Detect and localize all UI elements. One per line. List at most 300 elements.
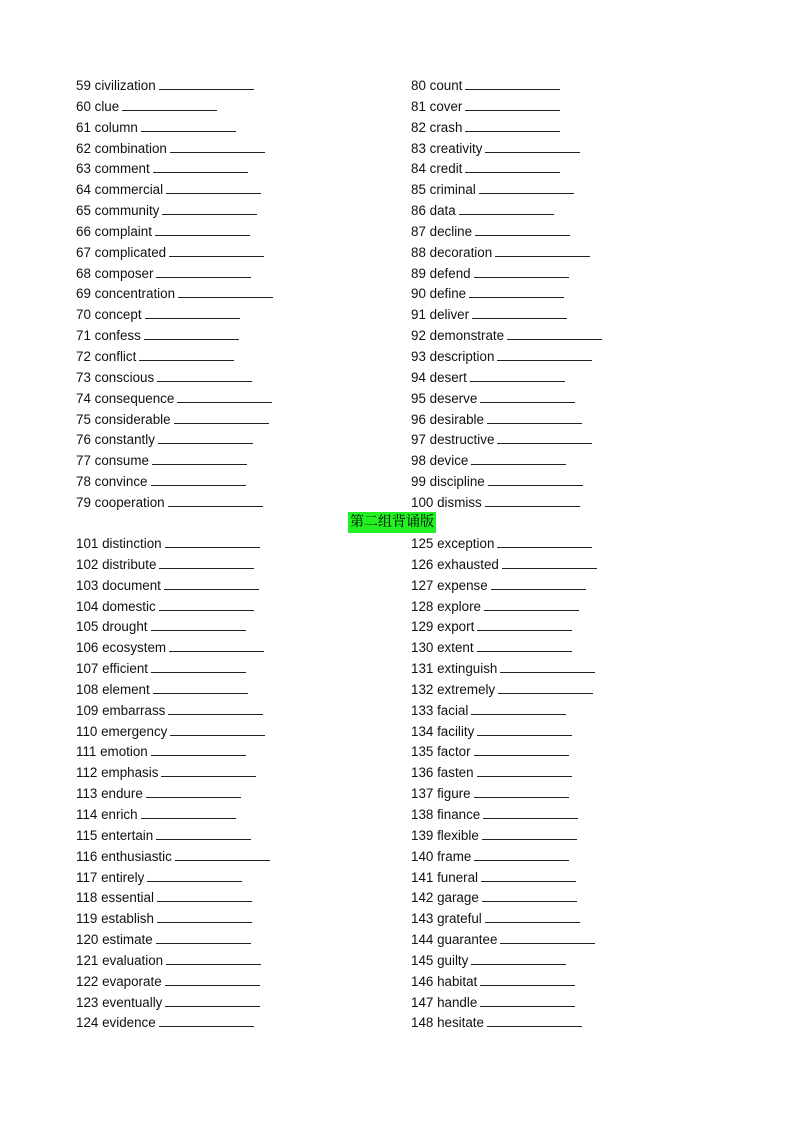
answer-blank[interactable] xyxy=(502,556,597,569)
vocab-word: conscious xyxy=(94,369,155,385)
answer-blank[interactable] xyxy=(497,348,592,361)
vocab-number: 102 xyxy=(76,556,99,572)
section-divider-label: 第二组背诵版 xyxy=(348,512,436,533)
vocab-word: distinction xyxy=(102,536,162,551)
vocab-column-left xyxy=(76,76,356,514)
vocab-item xyxy=(411,1013,691,1034)
vocab-number: 127 xyxy=(411,577,434,593)
answer-blank[interactable] xyxy=(470,369,565,382)
answer-blank[interactable] xyxy=(487,411,582,424)
answer-blank[interactable] xyxy=(497,535,592,548)
answer-blank[interactable] xyxy=(477,639,572,652)
vocab-item xyxy=(411,222,691,243)
vocab-word: deserve xyxy=(429,390,478,406)
vocab-word: distribute xyxy=(102,556,157,572)
vocab-word: crash xyxy=(429,119,463,135)
vocab-word: comment xyxy=(94,161,150,177)
vocab-number: 112 xyxy=(76,765,98,781)
answer-blank[interactable] xyxy=(500,931,595,944)
vocab-number: 134 xyxy=(411,723,434,739)
vocab-word: evidence xyxy=(102,1015,156,1031)
vocab-word: facial xyxy=(437,702,469,718)
vocab-item xyxy=(411,597,691,618)
vocab-item xyxy=(411,201,691,222)
vocab-word: evaporate xyxy=(102,973,162,989)
answer-blank[interactable] xyxy=(465,119,560,132)
answer-blank[interactable] xyxy=(156,827,251,840)
vocab-item xyxy=(76,972,356,993)
answer-blank[interactable] xyxy=(474,848,569,861)
answer-blank[interactable] xyxy=(161,764,256,777)
vocab-item xyxy=(76,763,356,784)
vocab-word: extent xyxy=(437,640,474,656)
vocab-word: combination xyxy=(94,140,167,156)
answer-blank[interactable] xyxy=(152,452,247,465)
answer-blank[interactable] xyxy=(497,431,592,444)
vocab-number: 120 xyxy=(76,932,99,948)
answer-blank[interactable] xyxy=(168,702,263,715)
vocab-number: 131 xyxy=(411,661,434,677)
vocab-number: 87 xyxy=(411,223,426,239)
vocab-number: 105 xyxy=(76,619,99,635)
vocab-item xyxy=(411,930,691,951)
answer-blank[interactable] xyxy=(485,910,580,923)
vocab-number: 79 xyxy=(76,494,91,510)
vocab-word: emphasis xyxy=(101,765,159,781)
vocab-word: confess xyxy=(94,328,141,344)
vocab-number: 126 xyxy=(411,556,434,572)
vocab-item xyxy=(76,847,356,868)
answer-blank[interactable] xyxy=(471,952,566,965)
vocab-item xyxy=(411,659,691,680)
answer-blank[interactable] xyxy=(465,77,560,90)
vocab-item xyxy=(76,868,356,889)
answer-blank[interactable] xyxy=(159,77,254,90)
vocab-number: 63 xyxy=(76,161,91,177)
vocab-number: 68 xyxy=(76,265,91,281)
vocab-item xyxy=(411,680,691,701)
vocab-word: criminal xyxy=(429,182,476,198)
answer-blank[interactable] xyxy=(481,869,576,882)
vocab-number: 73 xyxy=(76,369,91,385)
vocab-number: 93 xyxy=(411,348,426,364)
vocab-number: 67 xyxy=(76,244,91,260)
vocab-word: decoration xyxy=(429,244,493,260)
answer-blank[interactable] xyxy=(165,535,260,548)
vocab-item xyxy=(76,430,356,451)
vocab-word: desert xyxy=(429,369,467,385)
answer-blank[interactable] xyxy=(165,973,260,986)
answer-blank[interactable] xyxy=(153,160,248,173)
vocab-word: demonstrate xyxy=(429,328,505,344)
answer-blank[interactable] xyxy=(477,618,572,631)
answer-blank[interactable] xyxy=(477,723,572,736)
vocab-word: guilty xyxy=(437,952,469,968)
vocab-item xyxy=(411,493,691,514)
vocab-number: 98 xyxy=(411,453,426,469)
vocab-number: 74 xyxy=(76,390,91,406)
answer-blank[interactable] xyxy=(465,160,560,173)
vocab-word: consequence xyxy=(94,390,175,406)
answer-blank[interactable] xyxy=(166,952,261,965)
vocab-item xyxy=(411,472,691,493)
answer-blank[interactable] xyxy=(147,869,242,882)
vocab-word: clue xyxy=(94,98,120,114)
vocab-word: data xyxy=(429,203,456,219)
vocab-word: hesitate xyxy=(437,1015,484,1031)
vocab-number: 90 xyxy=(411,286,426,302)
vocab-item xyxy=(76,576,356,597)
answer-blank[interactable] xyxy=(465,98,560,111)
vocab-number: 141 xyxy=(411,869,434,885)
vocab-word: estimate xyxy=(102,932,153,948)
answer-blank[interactable] xyxy=(153,681,248,694)
vocab-item xyxy=(76,659,356,680)
answer-blank[interactable] xyxy=(170,140,265,153)
vocab-item xyxy=(411,451,691,472)
vocab-number: 135 xyxy=(411,744,434,760)
vocab-word: guarantee xyxy=(437,932,498,948)
vocab-item xyxy=(411,847,691,868)
vocab-word: frame xyxy=(437,848,472,864)
vocab-item xyxy=(76,784,356,805)
vocab-word: concentration xyxy=(94,286,176,302)
answer-blank[interactable] xyxy=(155,223,250,236)
vocab-number: 108 xyxy=(76,681,99,697)
vocab-number: 117 xyxy=(76,869,98,885)
answer-blank[interactable] xyxy=(491,577,586,590)
answer-blank[interactable] xyxy=(471,452,566,465)
answer-blank[interactable] xyxy=(472,306,567,319)
vocab-word: facility xyxy=(437,723,475,739)
answer-blank[interactable] xyxy=(166,181,261,194)
vocab-word: drought xyxy=(102,619,148,635)
vocab-word: expense xyxy=(437,577,488,593)
vocab-item xyxy=(411,97,691,118)
vocab-number: 100 xyxy=(411,494,434,510)
vocab-item xyxy=(411,139,691,160)
answer-blank[interactable] xyxy=(474,265,569,278)
vocab-item xyxy=(76,347,356,368)
vocab-word: conflict xyxy=(94,348,137,364)
vocab-number: 137 xyxy=(411,786,434,802)
vocab-number: 148 xyxy=(411,1015,434,1031)
vocab-number: 91 xyxy=(411,307,426,323)
answer-blank[interactable] xyxy=(487,1014,582,1027)
vocab-word: export xyxy=(437,619,475,635)
vocab-number: 136 xyxy=(411,765,434,781)
vocab-number: 62 xyxy=(76,140,91,156)
vocab-word: destructive xyxy=(429,432,495,448)
vocab-item xyxy=(76,722,356,743)
answer-blank[interactable] xyxy=(177,390,272,403)
answer-blank[interactable] xyxy=(175,848,270,861)
answer-blank[interactable] xyxy=(151,660,246,673)
vocab-item xyxy=(411,784,691,805)
vocab-word: exhausted xyxy=(437,556,499,572)
vocab-item xyxy=(76,742,356,763)
vocab-item xyxy=(76,305,356,326)
vocab-item xyxy=(411,243,691,264)
vocab-word: defend xyxy=(429,265,471,281)
vocab-number: 97 xyxy=(411,432,426,448)
vocab-item xyxy=(411,534,691,555)
vocab-item xyxy=(411,326,691,347)
vocab-word: dismiss xyxy=(437,494,482,510)
answer-blank[interactable] xyxy=(146,785,241,798)
vocab-number: 143 xyxy=(411,911,434,927)
vocab-number: 66 xyxy=(76,223,91,239)
answer-blank[interactable] xyxy=(159,1014,254,1027)
answer-blank[interactable] xyxy=(141,119,236,132)
vocab-word: civilization xyxy=(94,78,156,93)
answer-blank[interactable] xyxy=(159,598,254,611)
vocab-item xyxy=(76,326,356,347)
answer-blank[interactable] xyxy=(495,244,590,257)
answer-blank[interactable] xyxy=(498,681,593,694)
answer-blank[interactable] xyxy=(482,889,577,902)
answer-blank[interactable] xyxy=(488,473,583,486)
vocab-word: domestic xyxy=(102,598,156,614)
answer-blank[interactable] xyxy=(474,785,569,798)
answer-blank[interactable] xyxy=(174,411,269,424)
answer-blank[interactable] xyxy=(484,598,579,611)
vocab-word: complicated xyxy=(94,244,167,260)
vocab-item xyxy=(76,493,356,514)
vocab-item xyxy=(411,951,691,972)
vocab-number: 145 xyxy=(411,952,434,968)
answer-blank[interactable] xyxy=(157,889,252,902)
answer-blank[interactable] xyxy=(156,265,251,278)
answer-blank[interactable] xyxy=(165,994,260,1007)
vocab-item xyxy=(411,993,691,1014)
answer-blank[interactable] xyxy=(164,577,259,590)
vocab-item xyxy=(76,201,356,222)
answer-blank[interactable] xyxy=(471,702,566,715)
vocab-word: flexible xyxy=(437,827,479,843)
vocab-number: 78 xyxy=(76,474,91,490)
vocab-word: handle xyxy=(437,994,478,1010)
answer-blank[interactable] xyxy=(485,140,580,153)
vocab-number: 99 xyxy=(411,474,426,490)
vocab-number: 101 xyxy=(76,536,99,551)
vocab-word: essential xyxy=(101,890,154,906)
vocab-number: 59 xyxy=(76,78,91,93)
vocab-number: 83 xyxy=(411,140,426,156)
vocab-word: constantly xyxy=(94,432,155,448)
answer-blank[interactable] xyxy=(151,743,246,756)
vocab-number: 133 xyxy=(411,702,434,718)
answer-blank[interactable] xyxy=(145,306,240,319)
vocab-number: 125 xyxy=(411,536,434,551)
vocab-item xyxy=(411,389,691,410)
vocab-item xyxy=(76,597,356,618)
vocab-item xyxy=(76,909,356,930)
vocab-number: 103 xyxy=(76,577,99,593)
vocab-number: 104 xyxy=(76,598,99,614)
answer-blank[interactable] xyxy=(169,244,264,257)
vocab-word: element xyxy=(102,681,150,697)
vocab-item xyxy=(411,159,691,180)
answer-blank[interactable] xyxy=(162,202,257,215)
answer-blank[interactable] xyxy=(151,473,246,486)
vocab-item xyxy=(76,264,356,285)
answer-blank[interactable] xyxy=(158,431,253,444)
vocab-word: enrich xyxy=(101,806,138,822)
answer-blank[interactable] xyxy=(507,327,602,340)
vocab-number: 80 xyxy=(411,78,426,93)
vocab-item xyxy=(76,617,356,638)
vocab-number: 61 xyxy=(76,119,91,135)
vocab-word: considerable xyxy=(94,411,171,427)
vocab-word: community xyxy=(94,203,160,219)
answer-blank[interactable] xyxy=(170,723,265,736)
vocab-word: ecosystem xyxy=(102,640,167,656)
vocab-word: emotion xyxy=(100,744,148,760)
vocab-number: 77 xyxy=(76,453,91,469)
vocab-number: 121 xyxy=(76,952,99,968)
vocab-number: 110 xyxy=(76,723,98,739)
vocab-item xyxy=(76,368,356,389)
vocab-item xyxy=(76,180,356,201)
vocab-item xyxy=(76,472,356,493)
vocab-number: 138 xyxy=(411,806,434,822)
vocab-number: 106 xyxy=(76,640,99,656)
vocab-number: 95 xyxy=(411,390,426,406)
vocab-item xyxy=(76,993,356,1014)
answer-blank[interactable] xyxy=(485,494,580,507)
vocab-number: 94 xyxy=(411,369,426,385)
answer-blank[interactable] xyxy=(141,806,236,819)
vocab-word: column xyxy=(94,119,138,135)
vocab-number: 114 xyxy=(76,806,98,822)
answer-blank[interactable] xyxy=(139,348,234,361)
answer-blank[interactable] xyxy=(459,202,554,215)
vocab-item xyxy=(411,617,691,638)
vocab-item xyxy=(411,826,691,847)
answer-blank[interactable] xyxy=(483,806,578,819)
vocab-word: finance xyxy=(437,806,481,822)
vocab-item xyxy=(76,805,356,826)
vocab-number: 140 xyxy=(411,848,434,864)
vocab-word: define xyxy=(429,286,467,302)
answer-blank[interactable] xyxy=(168,494,263,507)
vocab-item xyxy=(76,555,356,576)
vocab-word: extremely xyxy=(437,681,496,697)
vocab-item xyxy=(411,305,691,326)
vocab-item xyxy=(76,76,356,97)
answer-blank[interactable] xyxy=(151,618,246,631)
vocab-item xyxy=(411,763,691,784)
vocab-item xyxy=(76,410,356,431)
vocab-item xyxy=(76,534,356,555)
vocab-word: device xyxy=(429,453,469,469)
vocab-item xyxy=(76,284,356,305)
answer-blank[interactable] xyxy=(159,556,254,569)
vocab-word: entertain xyxy=(101,827,154,843)
vocab-item xyxy=(411,347,691,368)
vocab-item xyxy=(411,284,691,305)
vocab-item xyxy=(76,222,356,243)
vocab-word: evaluation xyxy=(102,952,164,968)
vocab-item xyxy=(76,139,356,160)
vocab-item xyxy=(411,430,691,451)
vocab-number: 92 xyxy=(411,328,426,344)
vocab-item xyxy=(76,826,356,847)
vocab-word: decline xyxy=(429,223,473,239)
answer-blank[interactable] xyxy=(480,994,575,1007)
vocab-word: commercial xyxy=(94,182,164,198)
answer-blank[interactable] xyxy=(474,743,569,756)
answer-blank[interactable] xyxy=(122,98,217,111)
vocab-word: grateful xyxy=(437,911,482,927)
vocab-word: emergency xyxy=(101,723,168,739)
vocab-word: garage xyxy=(437,890,479,906)
answer-blank[interactable] xyxy=(178,285,273,298)
vocab-number: 118 xyxy=(76,890,98,906)
vocab-number: 115 xyxy=(76,827,98,843)
vocab-word: exception xyxy=(437,536,495,551)
vocab-word: concept xyxy=(94,307,142,323)
answer-blank[interactable] xyxy=(157,910,252,923)
answer-blank[interactable] xyxy=(469,285,564,298)
vocab-number: 60 xyxy=(76,98,91,114)
vocab-number: 86 xyxy=(411,203,426,219)
vocab-number: 64 xyxy=(76,182,91,198)
vocab-number: 142 xyxy=(411,890,434,906)
vocab-number: 76 xyxy=(76,432,91,448)
vocab-word: composer xyxy=(94,265,154,281)
vocab-word: deliver xyxy=(429,307,470,323)
vocab-item xyxy=(76,930,356,951)
vocab-number: 130 xyxy=(411,640,434,656)
answer-blank[interactable] xyxy=(144,327,239,340)
vocab-item xyxy=(411,909,691,930)
answer-blank[interactable] xyxy=(156,931,251,944)
answer-blank[interactable] xyxy=(500,660,595,673)
vocab-item xyxy=(411,180,691,201)
vocab-word: cover xyxy=(429,98,463,114)
vocab-number: 123 xyxy=(76,994,99,1010)
vocab-number: 89 xyxy=(411,265,426,281)
vocab-item xyxy=(76,451,356,472)
answer-blank[interactable] xyxy=(482,827,577,840)
vocab-item xyxy=(76,680,356,701)
vocab-item xyxy=(76,951,356,972)
vocab-item xyxy=(76,243,356,264)
vocab-item xyxy=(76,1013,356,1034)
answer-blank[interactable] xyxy=(480,973,575,986)
vocab-word: convince xyxy=(94,474,148,490)
vocab-item xyxy=(411,555,691,576)
vocab-item xyxy=(411,264,691,285)
answer-blank[interactable] xyxy=(475,223,570,236)
answer-blank[interactable] xyxy=(480,390,575,403)
vocab-number: 139 xyxy=(411,827,434,843)
answer-blank[interactable] xyxy=(479,181,574,194)
vocab-column-left xyxy=(76,534,356,1034)
vocab-item xyxy=(411,368,691,389)
vocab-number: 72 xyxy=(76,348,91,364)
vocab-number: 128 xyxy=(411,598,434,614)
vocab-number: 96 xyxy=(411,411,426,427)
vocab-word: complaint xyxy=(94,223,152,239)
vocab-item xyxy=(76,389,356,410)
vocab-number: 71 xyxy=(76,328,91,344)
answer-blank[interactable] xyxy=(157,369,252,382)
answer-blank[interactable] xyxy=(169,639,264,652)
answer-blank[interactable] xyxy=(477,764,572,777)
